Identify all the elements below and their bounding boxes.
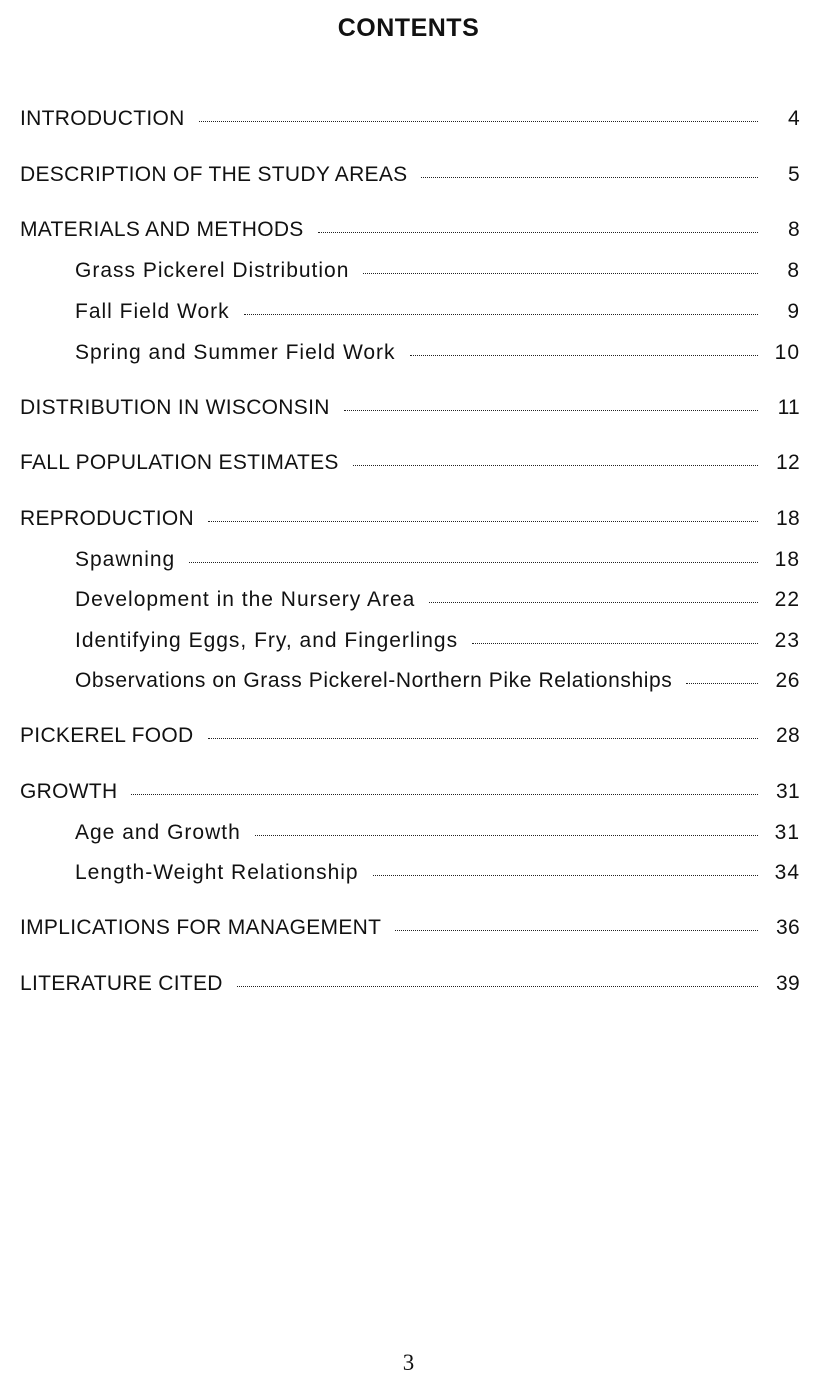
dot-leader	[686, 682, 758, 684]
dot-leader	[429, 601, 758, 603]
dot-leader	[373, 874, 758, 876]
toc-entry-implications-for-management	[20, 913, 800, 943]
toc-entry-title: Age and Growth	[75, 821, 241, 844]
page-number: 3	[402, 1350, 415, 1375]
toc-entry-title: Fall Field Work	[75, 300, 230, 323]
dot-leader	[395, 929, 758, 931]
toc-entry-title: LITERATURE CITED	[20, 972, 223, 995]
toc-entry-grass-pickerel-distribution	[75, 256, 800, 286]
toc-entry-title: FALL POPULATION ESTIMATES	[20, 451, 339, 474]
toc-entry-description-of-study-areas	[20, 160, 800, 190]
toc-entry-page: 10	[774, 341, 800, 364]
toc-entry-title: DISTRIBUTION IN WISCONSIN	[20, 396, 330, 419]
toc-entry-page: 26	[775, 669, 800, 692]
toc-entry-page: 28	[776, 724, 800, 747]
toc-entry-page: 31	[774, 821, 800, 844]
dot-leader	[244, 313, 758, 315]
dot-leader	[199, 120, 758, 122]
toc-entry-title: Observations on Grass Pickerel-Northern Pike Relationships	[75, 669, 673, 692]
toc-entry-fall-field-work	[75, 297, 800, 327]
dot-leader	[237, 985, 758, 987]
toc-entry-age-and-growth	[75, 818, 800, 848]
dot-leader	[421, 176, 758, 178]
toc-entry-literature-cited	[20, 969, 800, 999]
toc-entry-page: 39	[776, 972, 800, 995]
toc-entry-title: IMPLICATIONS FOR MANAGEMENT	[20, 916, 382, 939]
toc-entry-page: 18	[774, 548, 800, 571]
toc-entry-development-nursery-area	[75, 585, 800, 615]
toc-entry-title: GROWTH	[20, 780, 118, 803]
toc-entry-growth	[20, 777, 800, 807]
dot-leader	[363, 272, 758, 274]
toc-entry-title: INTRODUCTION	[20, 107, 185, 130]
dot-leader	[472, 642, 758, 644]
toc-entry-title: Identifying Eggs, Fry, and Fingerlings	[75, 629, 459, 652]
dot-leader	[189, 561, 758, 563]
toc-entry-title: REPRODUCTION	[20, 507, 194, 530]
toc-entry-reproduction	[20, 504, 800, 534]
dot-leader	[344, 409, 758, 411]
dot-leader	[410, 354, 758, 356]
toc-entry-title: MATERIALS AND METHODS	[20, 218, 304, 241]
dot-leader	[208, 520, 758, 522]
toc-entry-title: Grass Pickerel Distribution	[75, 259, 350, 282]
toc-entry-page: 22	[774, 588, 800, 611]
toc-entry-page: 9	[787, 300, 800, 323]
page-title: CONTENTS	[337, 14, 480, 42]
toc-entry-title: PICKEREL FOOD	[20, 724, 194, 747]
toc-entry-identifying-eggs-fry-fingerlings	[75, 626, 800, 656]
toc-entry-title: Length-Weight Relationship	[75, 861, 359, 884]
toc-entry-fall-population-estimates	[20, 448, 800, 478]
toc-entry-title: Development in the Nursery Area	[75, 588, 416, 611]
toc-entry-page: 12	[776, 451, 800, 474]
dot-leader	[255, 834, 758, 836]
toc-entry-page: 18	[776, 507, 800, 530]
toc-entry-page: 31	[776, 780, 800, 803]
toc-entry-pickerel-food	[20, 721, 800, 751]
toc-entry-page: 11	[777, 396, 800, 419]
toc-entry-spring-summer-field-work	[75, 338, 800, 368]
toc-entry-page: 36	[776, 916, 800, 939]
toc-entry-introduction	[20, 104, 800, 134]
toc-entry-page: 34	[774, 861, 800, 884]
toc-entry-page: 23	[774, 629, 800, 652]
toc-entry-title: DESCRIPTION OF THE STUDY AREAS	[20, 163, 408, 186]
toc-entry-page: 8	[788, 218, 800, 241]
dot-leader	[318, 231, 758, 233]
dot-leader	[131, 793, 758, 795]
toc-entry-spawning	[75, 545, 800, 575]
toc-entry-page: 5	[788, 163, 800, 186]
toc-entry-observations-pickerel-pike	[75, 666, 800, 696]
dot-leader	[353, 464, 758, 466]
toc-entry-title: Spring and Summer Field Work	[75, 341, 396, 364]
dot-leader	[208, 737, 759, 739]
toc-entry-title: Spawning	[75, 548, 176, 571]
toc-entry-distribution-in-wisconsin	[20, 393, 800, 423]
toc-entry-page: 4	[788, 107, 800, 130]
toc-entry-materials-and-methods	[20, 215, 800, 245]
toc-entry-length-weight-relationship	[75, 858, 800, 888]
toc-entry-page: 8	[787, 259, 800, 282]
